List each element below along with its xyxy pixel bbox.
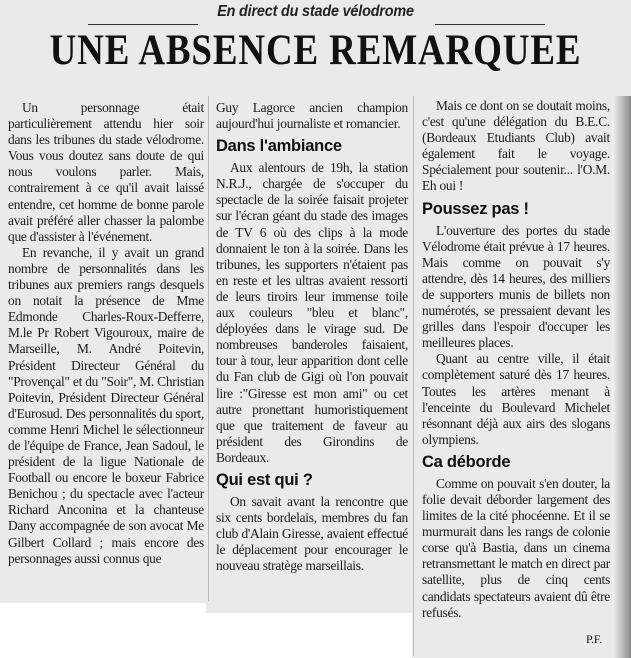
article-paragraph: Un personnage était particulièrement attendu hier soir dans les tribunes du stade vélodrome. Vous vous doutez sans doute de qui nous voulons parler. Mais, contrairement à ce qu'il avait laissé entendre, cet homme de bonne parole avait préféré aller chasser la palombe que d'assister à l'événement. (8, 100, 204, 244)
article-paragraph: On savait avant la rencontre que six cents bordelais, membres du fan club d'Alain Giresse, avaient effectué le déplacement pour encourager le nouveau stratège marseillais. (216, 493, 408, 574)
article-column-3 (422, 98, 610, 647)
article-kicker: En direct du stade vélodrome (217, 3, 414, 20)
column-gutter-2 (413, 96, 414, 656)
article-paragraph: Aux alentours de 19h, la station N.R.J., chargée de s'occuper du spectacle de la soirée faisait projeter sur l'écran géant du stade des images de TV 6 où des clips à la mode donnaient le ton à la soirée. Dans les tribunes, les supporters n'étaient pas en reste et les ultras avaient ressorti de leurs tiroirs leur immense toile aux couleurs "bleu et blanc", déployées dans le virage sud. De nombreuses banderoles faisaient, tour à tour, leur apparition dont celle du Fan club de Gigi où l'on pouvait lire :"Giresse est mon ami" ou cet autre pronettant humoristiquement que que traitement de faveur au président des Girondins de Bordeaux. (216, 160, 408, 465)
article-paragraph: Guy Lagorce ancien champion aujourd'hui journaliste et romancier. (216, 100, 408, 132)
article-paragraph: L'ouverture des portes du stade Vélodrome était prévue à 17 heures. Mais comme on pouvait s'y attendre, dès 14 heures, des milliers de supporters munis de billets non numérotés, se pressaient devant les grilles dans l'espoir d'occuper les meilleures places. (422, 222, 610, 351)
article-paragraph: Mais ce dont on se doutait moins, c'est qu'une délégation du B.E.C. (Bordeaux Etudiants Club) avait également fait le voyage. Spécialement pour soutenir... l'O.M. Eh oui ! (422, 98, 610, 194)
section-heading-poussez-pas: Poussez pas ! (422, 199, 529, 218)
article-column-1 (8, 100, 204, 567)
article-column-2 (216, 100, 408, 574)
column-gutter-1 (208, 96, 209, 601)
headline-rule (88, 24, 198, 25)
article-paragraph: Quant au centre ville, il était complètement saturé dès 17 heures. Toutes les artères menant à l'enceinte du Boulevard Michelet résonnant déjà aux airs des slogans olympiens. (422, 351, 610, 447)
section-heading-ca-deborde: Ca déborde (422, 452, 511, 471)
article-headline: UNE ABSENCE REMARQUEE (49, 27, 582, 74)
section-heading-qui-est-qui: Qui est qui ? (216, 470, 313, 489)
article-paragraph: En revanche, il y avait un grand nombre de personnalités dans les tribunes aux premiers rangs desquels on notait la présence de Mme Edmonde Charles-Roux-Defferre, M.le Pr Robert Vigouroux, maire de Marseille, M. André Poitevin, Président Directeur Général du "Provençal" et du "Soir", M. Christian Poitevin, Président Directeur Général d'Eurosud. Des personnalités du sport, comme Henri Michel le sélectionneur de l'équipe de France, Jean Sadoul, le président de la ligue Nationale de Football ou encore le boxeur Fabrice Benichou ; du spectacle avec l'acteur Richard Anconina et la chanteuse Dany accompagnée de son avocat Me Gilbert Collard ; mais encore des personnages aussi connus que (8, 244, 204, 566)
author-signature: P.F. (585, 631, 602, 646)
section-heading-dans-lambiance: Dans l'ambiance (216, 137, 342, 156)
article-paragraph: Comme on pouvait s'en douter, la folie devait déborder largement des limites de la cité phocéenne. Et il se murmurait dans les rangs de colonie corse qu'à Bastia, dans un cinema retransmettant le match en direct par satellite, plus de cinq cents candidats spectateurs avaient dû être refusés. (422, 475, 610, 620)
scan-edge-shadow (612, 96, 631, 658)
headline-rule-right (435, 24, 545, 25)
